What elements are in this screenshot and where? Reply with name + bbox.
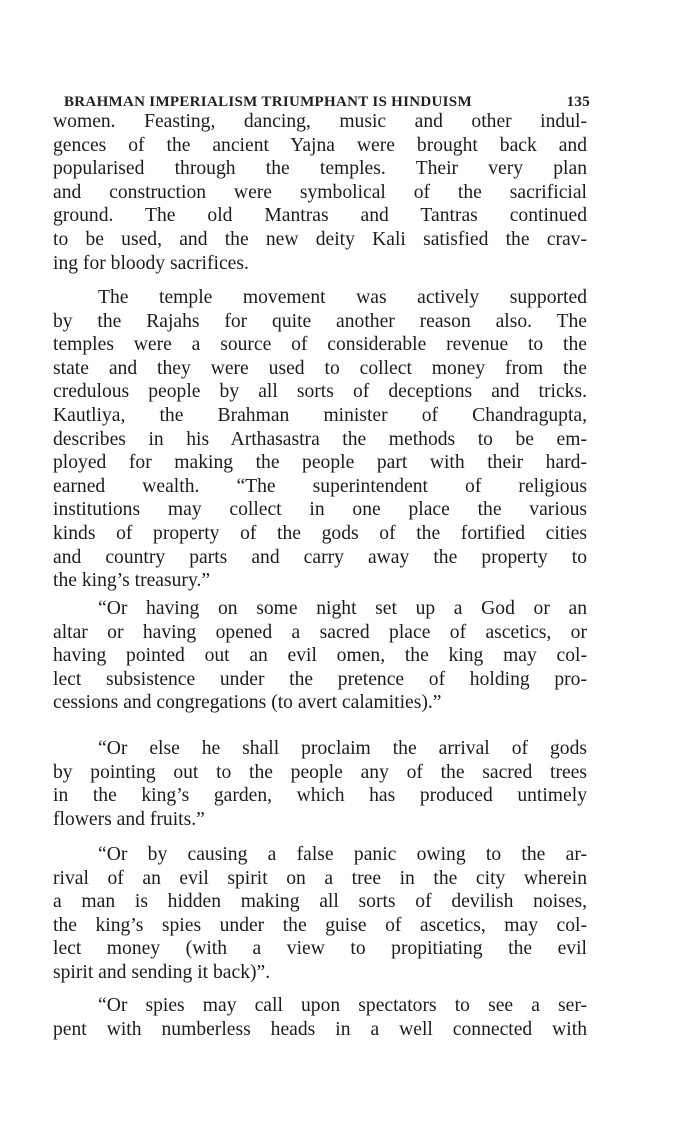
text-line: earned wealth. “The superintendent of religious xyxy=(53,475,587,497)
text-line: having pointed out an evil omen, the king may col- xyxy=(53,645,587,667)
text-line: ground. The old Mantras and Tantras continued xyxy=(53,205,587,227)
text-line: describes in his Arthasastra the methods to be em- xyxy=(53,428,587,450)
text-line: The temple movement was actively supported xyxy=(98,287,587,308)
text-line: temples were a source of considerable revenue to the xyxy=(53,334,587,356)
text-line: a man is hidden making all sorts of devilish noises, xyxy=(53,891,587,913)
text-line: institutions may collect in one place the various xyxy=(53,499,587,521)
text-line: Kautliya, the Brahman minister of Chandragupta, xyxy=(53,404,587,426)
text-line: rival of an evil spirit on a tree in the city wherein xyxy=(53,867,587,889)
page-number: 135 xyxy=(566,94,590,110)
text-line: by the Rajahs for quite another reason also. The xyxy=(53,310,587,332)
text-line: women. Feasting, dancing, music and other indul- xyxy=(53,111,587,132)
text-line: ing for bloody sacrifices. xyxy=(53,252,249,274)
text-line: lect subsistence under the pretence of holding pro- xyxy=(53,668,587,690)
text-line: “Or having on some night set up a God or an xyxy=(98,598,587,619)
paragraph xyxy=(53,286,587,593)
text-line: credulous people by all sorts of deceptions and tricks. xyxy=(53,381,587,403)
text-line: “Or spies may call upon spectators to see a ser- xyxy=(98,995,587,1016)
text-line: spirit and sending it back)”. xyxy=(53,961,271,983)
text-line: kinds of property of the gods of the fortified cities xyxy=(53,522,587,544)
text-line: cessions and congregations (to avert calamities).” xyxy=(53,692,442,714)
text-line: and construction were symbolical of the sacrificial xyxy=(53,181,587,203)
text-line: by pointing out to the people any of the sacred trees xyxy=(53,761,587,783)
text-line: altar or having opened a sacred place of ascetics, or xyxy=(53,621,587,643)
text-line: and country parts and carry away the property to xyxy=(53,546,587,568)
running-head xyxy=(64,94,590,111)
text-line: ployed for making the people part with their hard- xyxy=(53,452,587,474)
text-line: gences of the ancient Yajna were brought back and xyxy=(53,134,587,156)
text-line: in the king’s garden, which has produced untimely xyxy=(53,785,587,807)
paragraph xyxy=(53,843,587,985)
paragraph xyxy=(53,597,587,715)
text-line: flowers and fruits.” xyxy=(53,808,205,830)
text-line: to be used, and the new deity Kali satisfied the crav- xyxy=(53,228,587,250)
text-line: the king’s spies under the guise of ascetics, may col- xyxy=(53,914,587,936)
text-line: “Or else he shall proclaim the arrival of gods xyxy=(98,738,587,759)
text-line: pent with numberless heads in a well connected with xyxy=(53,1018,587,1040)
text-line: lect money (with a view to propitiating the evil xyxy=(53,938,587,960)
paragraph xyxy=(53,994,587,1041)
text-line: state and they were used to collect money from the xyxy=(53,357,587,379)
paragraph xyxy=(53,110,587,275)
text-line: the king’s treasury.” xyxy=(53,570,211,592)
paragraph xyxy=(53,737,587,831)
text-line: “Or by causing a false panic owing to the ar- xyxy=(98,844,587,865)
text-line: popularised through the temples. Their very plan xyxy=(53,158,587,180)
chapter-title: BRAHMAN IMPERIALISM TRIUMPHANT IS HINDUISM xyxy=(64,94,472,110)
